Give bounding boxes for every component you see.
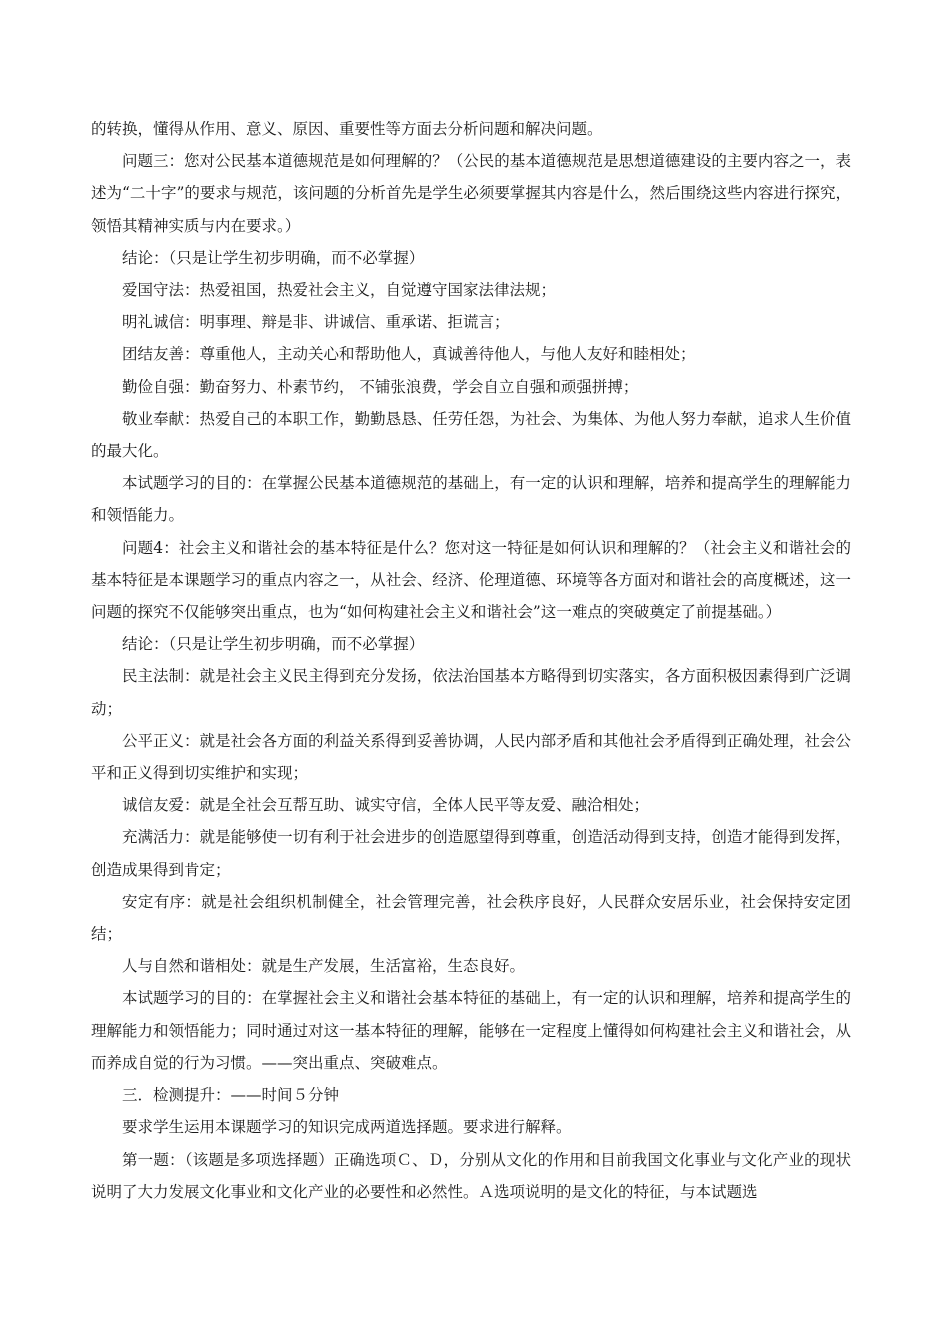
paragraph-full-of-vitality: 充满活力：就是能够使一切有利于社会进步的创造愿望得到尊重，创造活动得到支持，创造才能得到发挥，创造成果得到肯定； (91, 828, 851, 879)
paragraph-unity-friendliness: 团结友善：尊重他人，主动关心和帮助他人，真诚善待他人，与他人友好和睦相处； (122, 345, 696, 364)
paragraph-dedication: 敬业奉献：热爱自己的本职工作，勤勤恳恳、任劳任怨，为社会、为集体、为他人努力奉献，追求人生价值的最大化。 (91, 409, 851, 461)
paragraph-question-four: 问题4：社会主义和谐社会的基本特征是什么？您对这一特征是如何认识和理解的？（社会主义和谐社会的基本特征是本课题学习的重点内容之一，从社会、经济、伦理道德、环境等各方面对和谐社会的高度概述，这一问题的探究不仅能够突出重点，也为“如何构建社会主义和谐社会”这一难点的突破奠定了前提基础。） (91, 538, 851, 622)
paragraph-fairness-justice: 公平正义：就是社会各方面的利益关系得到妥善协调，人民内部矛盾和其他社会矛盾得到正确处理，社会公平和正义得到切实维护和实现； (91, 731, 851, 783)
paragraph-patriotic-law-abiding: 爱国守法：热爱祖国，热爱社会主义，自觉遵守国家法律法规； (122, 281, 557, 300)
section-heading-test: 三．检测提升：——时间５分钟 (122, 1086, 340, 1105)
paragraph-harmony-with-nature: 人与自然和谐相处：就是生产发展，生活富裕，生态良好。 (122, 957, 526, 976)
paragraph-courtesy-integrity: 明礼诚信：明事理、辩是非、讲诚信、重承诺、拒谎言； (122, 313, 510, 332)
paragraph-purpose-one: 本试题学习的目的：在掌握公民基本道德规范的基础上，有一定的认识和理解，培养和提高学生的理解能力和领悟能力。 (91, 474, 851, 525)
paragraph-test-requirement: 要求学生运用本课题学习的知识完成两道选择题。要求进行解释。 (122, 1118, 572, 1137)
document-page (91, 113, 851, 1208)
paragraph-first-question: 第一题：（该题是多项选择题）正确选项Ｃ、Ｄ，分别从文化的作用和目前我国文化事业与文化产业的现状说明了大力发展文化事业和文化产业的必要性和必然性。Ａ选项说明的是文化的特征，与本试题选 (91, 1150, 851, 1201)
paragraph-analysis-method: 的转换，懂得从作用、意义、原因、重要性等方面去分析问题和解决问题。 (91, 120, 603, 138)
paragraph-question-three: 问题三：您对公民基本道德规范是如何理解的？（公民的基本道德规范是思想道德建设的主要内容之一，表述为“二十字”的要求与规范，该问题的分析首先是学生必须要掌握其内容是什么，然后围绕这些内容进行探究，领悟其精神实质与内在要求。） (91, 152, 851, 235)
paragraph-conclusion-heading: 结论：（只是让学生初步明确，而不必掌握） (122, 248, 425, 267)
paragraph-democracy-rule-of-law: 民主法制：就是社会主义民主得到充分发扬，依法治国基本方略得到切实落实，各方面积极因素得到广泛调动； (91, 667, 851, 718)
paragraph-stability-order: 安定有序：就是社会组织机制健全，社会管理完善，社会秩序良好，人民群众安居乐业，社会保持安定团结； (91, 892, 851, 944)
paragraph-conclusion-heading-two: 结论：（只是让学生初步明确，而不必掌握） (122, 635, 425, 654)
paragraph-thrift-self-improvement: 勤俭自强：勤奋努力、朴素节约， 不铺张浪费，学会自立自强和顽强拼搏； (122, 377, 639, 396)
paragraph-purpose-two: 本试题学习的目的：在掌握社会主义和谐社会基本特征的基础上，有一定的认识和理解，培养和提高学生的理解能力和领悟能力；同时通过对这一基本特征的理解，能够在一定程度上懂得如何构建社会主义和谐社会，从而养成自觉的行为习惯。——突出重点、突破难点。 (91, 989, 851, 1072)
paragraph-honesty-fraternity: 诚信友爱：就是全社会互帮互助、诚实守信，全体人民平等友爱、融洽相处； (122, 796, 650, 815)
